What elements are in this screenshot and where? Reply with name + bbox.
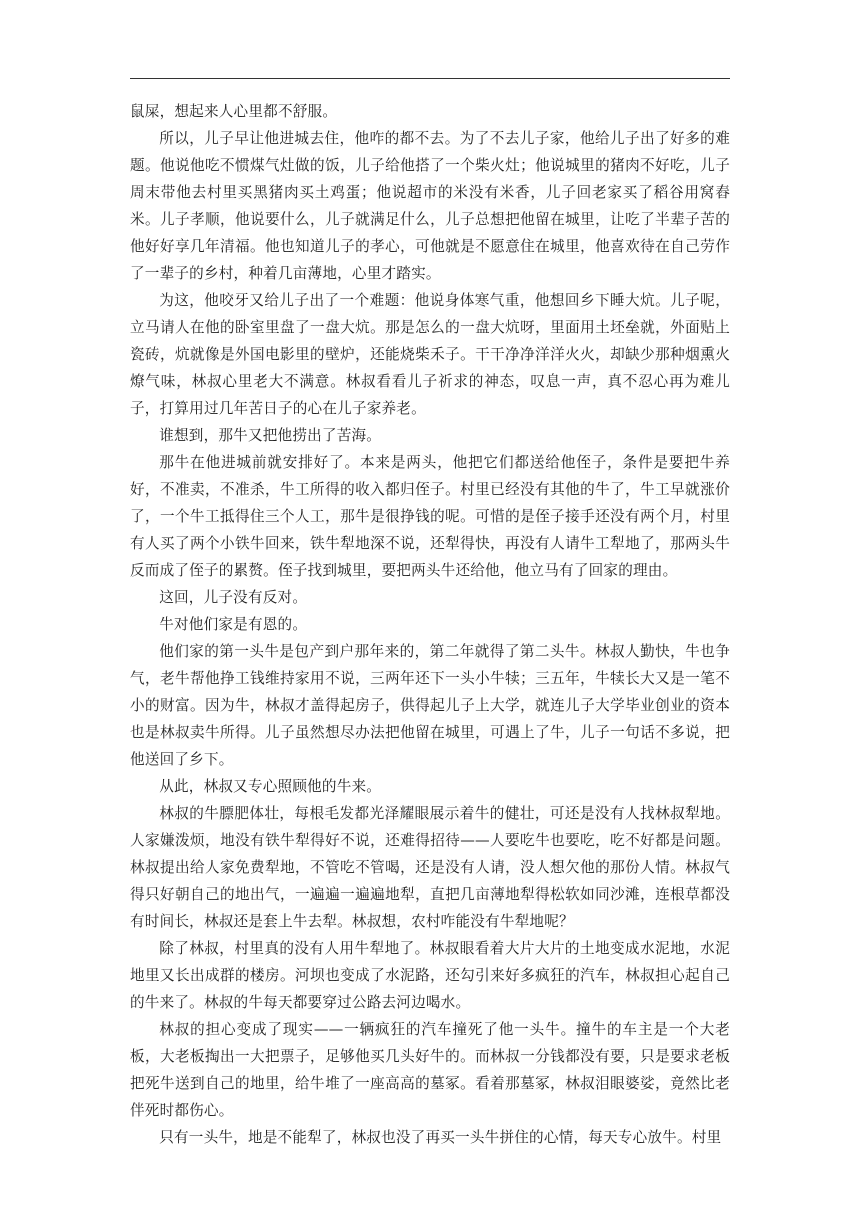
paragraph: 只有一头牛，地是不能犁了，林叔也没了再买一头牛拼住的心情，每天专心放牛。村里 xyxy=(159,1129,722,1146)
paragraph: 他们家的第一头牛是包产到户那年来的，第二年就得了第二头牛。林叔人勤快，牛也争气，老牛帮他挣工钱维持家用不说，三两年还下一头小牛犊；三五年，牛犊长大又是一笔不小的财富。因为牛，林叔才盖得起房子，供得起儿子上大学，就连儿子大学毕业创业的资本也是林叔卖牛所得。儿子虽然想尽办法把他留在城里，可遇上了牛，儿子一句话不多说，把他送回了乡下。 xyxy=(130,643,730,768)
header-rule xyxy=(130,78,730,79)
paragraph: 牛对他们家是有恩的。 xyxy=(159,616,308,633)
paragraph: 这回，儿子没有反对。 xyxy=(159,589,308,606)
paragraph: 那牛在他进城前就安排好了。本来是两头，他把它们都送给他侄子，条件是要把牛养好，不准卖，不准杀，牛工所得的收入都归侄子。村里已经没有其他的牛了，牛工早就涨价了，一个牛工抵得住三个人工，那牛是很挣钱的呢。可惜的是侄子接手还没有两个月，村里有人买了两个小铁牛回来，铁牛犁地深不说，还犁得快，再没有人请牛工犁地了，那两头牛反而成了侄子的累赘。侄子找到城里，要把两头牛还给他，他立马有了回家的理由。 xyxy=(130,454,730,579)
paragraph: 所以，儿子早让他进城去住，他咋的都不去。为了不去儿子家，他给儿子出了好多的难题。他说他吃不惯煤气灶做的饭，儿子给他搭了一个柴火灶；他说城里的猪肉不好吃，儿子周末带他去村里买黑猪肉买土鸡蛋；他说超市的米没有米香，儿子回老家买了稻谷用窝舂米。儿子孝顺，他说要什么，儿子就满足什么，儿子总想把他留在城里，让吃了半辈子苦的他好好享几年清福。他也知道儿子的孝心，可他就是不愿意住在城里，他喜欢待在自己劳作了一辈子的乡村，种着几亩薄地，心里才踏实。 xyxy=(130,130,730,282)
paragraph: 从此，林叔又专心照顾他的牛来。 xyxy=(159,778,382,795)
paragraph: 为这，他咬牙又给儿子出了一个难题：他说身体寒气重，他想回乡下睡大炕。儿子呢，立马请人在他的卧室里盘了一盘大炕。那是怎么的一盘大炕呀，里面用土坯垒就，外面贴上瓷砖，炕就像是外国电影里的壁炉，还能烧柴禾子。干干净净洋洋火火，却缺少那种烟熏火燎气味，林叔心里老大不满意。林叔看看儿子祈求的神态，叹息一声，真不忍心再为难儿子，打算用过几年苦日子的心在儿子家养老。 xyxy=(130,292,730,417)
paragraph: 林叔的牛膘肥体壮，每根毛发都光泽耀眼展示着牛的健壮，可还是没有人找林叔犁地。人家嫌泼烦，地没有铁牛犁得好不说，还难得招待——人要吃牛也要吃，吃不好都是问题。林叔提出给人家免费犁地，不管吃不管喝，还是没有人请，没人想欠他的那份人情。林叔气得只好朝自己的地出气，一遍遍一遍遍地犁，直把几亩薄地犁得松软如同沙滩，连根草都没有时间长，林叔还是套上牛去犁。林叔想，农村咋能没有牛犁地呢？ xyxy=(130,805,730,930)
paragraph: 除了林叔，村里真的没有人用牛犁地了。林叔眼看着大片大片的土地变成水泥地，水泥地里又长出成群的楼房。河坝也变成了水泥路，还勾引来好多疯狂的汽车，林叔担心起自己的牛来了。林叔的牛每天都要穿过公路去河边喝水。 xyxy=(130,940,730,1011)
paragraph: 鼠屎，想起来人心里都不舒服。 xyxy=(130,103,338,120)
paragraph: 谁想到，那牛又把他捞出了苦海。 xyxy=(159,427,382,444)
paragraph: 林叔的担心变成了现实——一辆疯狂的汽车撞死了他一头牛。撞牛的车主是一个大老板，大老板掏出一大把票子，足够他买几头好牛的。而林叔一分钱都没有要，只是要求老板把死牛送到自己的地里，给牛堆了一座高高的墓冢。看着那墓冢，林叔泪眼婆娑，竟然比老伴死时都伤心。 xyxy=(130,1021,730,1119)
document-body xyxy=(130,98,730,1151)
